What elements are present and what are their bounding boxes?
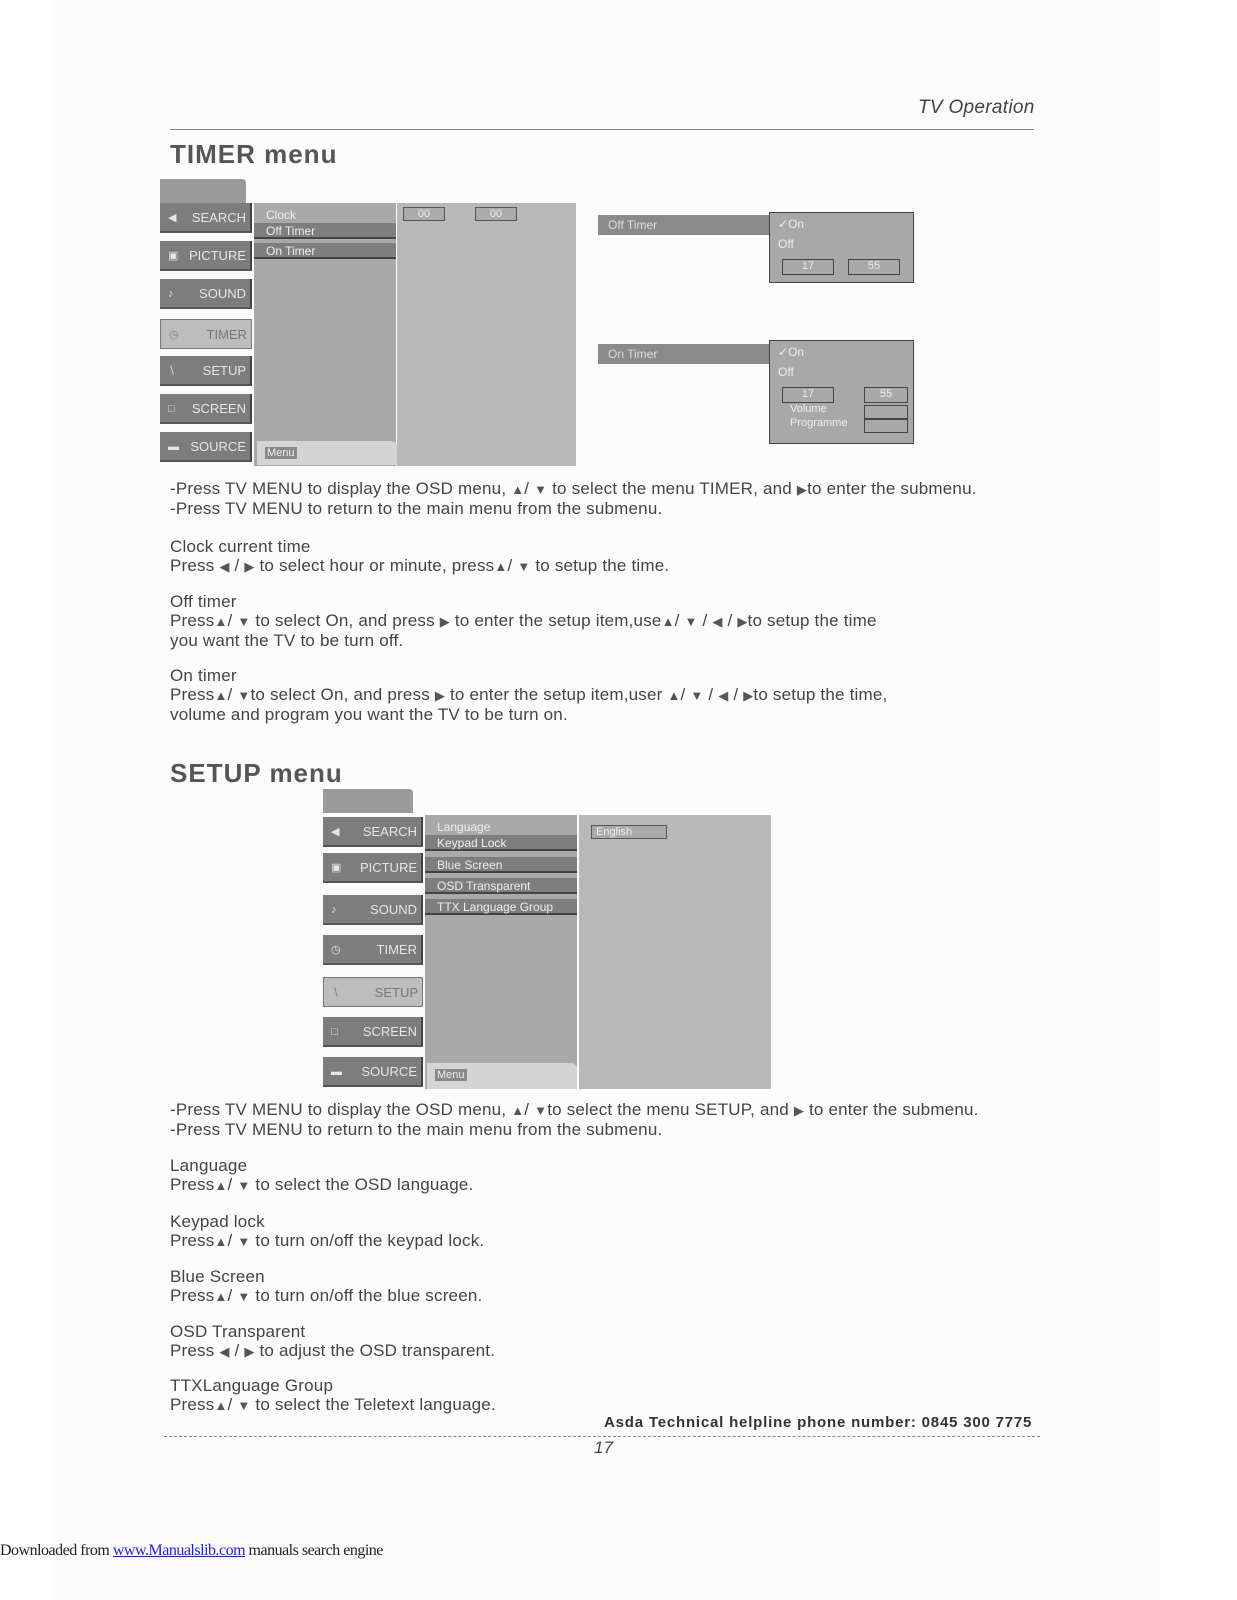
- page-number: 17: [594, 1438, 613, 1457]
- osd-tab-setup: ∖ SETUP: [160, 356, 252, 386]
- osd-tab-top: [160, 179, 246, 203]
- off-timer-heading: Off timer: [170, 592, 237, 611]
- helpline-text: Asda Technical helpline phone number: 0845 300 7775: [604, 1414, 1033, 1431]
- timer-instructions: -Press TV MENU to display the OSD menu, ▲/ ▼ to select the menu TIMER, and ▶to enter the submenu. -Press TV MENU to return to the main menu from the submenu.: [170, 479, 977, 518]
- setup-osd-screenshot: [323, 789, 771, 1089]
- download-credit: [0, 1542, 383, 1560]
- on-timer-programme-field: [864, 419, 908, 433]
- osd-transparent-section: OSD Transparent Press ◀ / ▶ to adjust the OSD transparent.: [170, 1322, 496, 1360]
- on-timer-minute: 55: [864, 387, 908, 403]
- blue-screen-heading: Blue Screen: [170, 1267, 265, 1286]
- on-timer-option-off: Off: [778, 365, 794, 379]
- osd-item-ttx-language-group: TTX Language Group: [425, 899, 577, 915]
- section-header: TV Operation: [918, 97, 1035, 118]
- osd-tab-setup: ∖ SETUP: [323, 977, 423, 1007]
- download-suffix: manuals search engine: [245, 1542, 383, 1559]
- osd-value-panel: [397, 203, 576, 466]
- off-timer-option-off: Off: [778, 237, 794, 251]
- blue-screen-section: Blue Screen Press▲/ ▼ to turn on/off the blue screen.: [170, 1267, 483, 1305]
- osd-item-off-timer: Off Timer: [254, 223, 396, 239]
- on-timer-programme: Programme: [790, 417, 848, 429]
- on-timer-volume: Volume: [790, 403, 827, 415]
- on-timer-section: On timer Press▲/ ▼to select On, and press ▶ to enter the setup item,user ▲/ ▼ / ◀ / ▶to setup the time, volume and program you want the TV to be turn on.: [170, 666, 888, 724]
- osd-item-clock: Clock: [266, 208, 297, 222]
- osd-item-on-timer: On Timer: [254, 243, 396, 259]
- osd-tab-timer: ◷ TIMER: [160, 319, 252, 349]
- setup-instructions: -Press TV MENU to display the OSD menu, ▲/ ▼to select the menu SETUP, and ▶ to enter the submenu. -Press TV MENU to return to the main menu from the submenu.: [170, 1100, 979, 1139]
- language-heading: Language: [170, 1156, 248, 1175]
- manualslib-link[interactable]: www.Manualslib.com: [112, 1542, 246, 1559]
- clock-minute-field: 00: [475, 207, 517, 221]
- osd-menu-button: Menu: [257, 441, 397, 465]
- ttx-language-section: TTXLanguage Group Press▲/ ▼ to select the Teletext language.: [170, 1376, 496, 1414]
- osd-submenu-panel: [425, 815, 577, 1089]
- osd-item-osd-transparent: OSD Transparent: [425, 878, 577, 894]
- header-rule: [170, 129, 1034, 130]
- osd-tab-search: ◀ SEARCH: [323, 817, 423, 847]
- osd-submenu-panel: [254, 203, 396, 466]
- timer-menu-title: TIMER menu: [170, 139, 338, 169]
- off-timer-hour: 17: [782, 259, 834, 275]
- ttx-language-heading: TTXLanguage Group: [170, 1376, 334, 1395]
- osd-tab-screen: □ SCREEN: [323, 1017, 423, 1047]
- osd-tab-source: ▬ SOURCE: [323, 1057, 423, 1087]
- setup-menu-title: SETUP menu: [170, 758, 343, 788]
- osd-tab-timer: ◷ TIMER: [323, 935, 423, 965]
- osd-value-panel: [579, 815, 771, 1089]
- on-timer-volume-field: [864, 405, 908, 419]
- off-timer-section: Off timer Press▲/ ▼ to select On, and press ▶ to enter the setup item,use▲/ ▼ / ◀ / ▶to setup the time you want the TV to be turn off.: [170, 592, 877, 650]
- osd-tab-search: ◀ SEARCH: [160, 203, 252, 233]
- download-prefix: Downloaded from: [0, 1542, 113, 1559]
- clock-hour-field: 00: [403, 207, 445, 221]
- keypad-lock-section: Keypad lock Press▲/ ▼ to turn on/off the keypad lock.: [170, 1212, 485, 1250]
- on-timer-options: [769, 340, 914, 444]
- osd-tab-screen: □ SCREEN: [160, 394, 252, 424]
- osd-tab-sound: ♪ SOUND: [323, 895, 423, 925]
- on-timer-heading: On timer: [170, 666, 237, 685]
- on-timer-hour: 17: [782, 387, 834, 403]
- clock-section: Clock current time Press ◀ / ▶ to select hour or minute, press▲/ ▼ to setup the time.: [170, 537, 670, 575]
- off-timer-option-on: ✓On: [778, 217, 805, 231]
- language-value-field: English: [591, 825, 667, 839]
- off-timer-label: Off Timer: [598, 215, 770, 235]
- osd-tab-top: [323, 789, 413, 813]
- off-timer-minute: 55: [848, 259, 900, 275]
- osd-transparent-heading: OSD Transparent: [170, 1322, 306, 1341]
- osd-menu-button: Menu: [427, 1063, 577, 1089]
- off-timer-options: [769, 212, 914, 283]
- keypad-lock-heading: Keypad lock: [170, 1212, 265, 1231]
- footer-rule: [164, 1436, 1040, 1437]
- osd-tab-picture: ▣ PICTURE: [160, 241, 252, 271]
- timer-osd-screenshot: [160, 179, 576, 466]
- on-timer-label: On Timer: [598, 344, 770, 364]
- clock-heading: Clock current time: [170, 537, 311, 556]
- osd-item-language: Language: [437, 820, 491, 834]
- osd-tab-sound: ♪ SOUND: [160, 279, 252, 309]
- osd-tab-source: ▬ SOURCE: [160, 432, 252, 462]
- osd-tab-picture: ▣ PICTURE: [323, 853, 423, 883]
- on-timer-option-on: ✓On: [778, 345, 805, 359]
- osd-item-keypad-lock: Keypad Lock: [425, 835, 577, 851]
- language-section: Language Press▲/ ▼ to select the OSD language.: [170, 1156, 474, 1194]
- osd-item-blue-screen: Blue Screen: [425, 857, 577, 873]
